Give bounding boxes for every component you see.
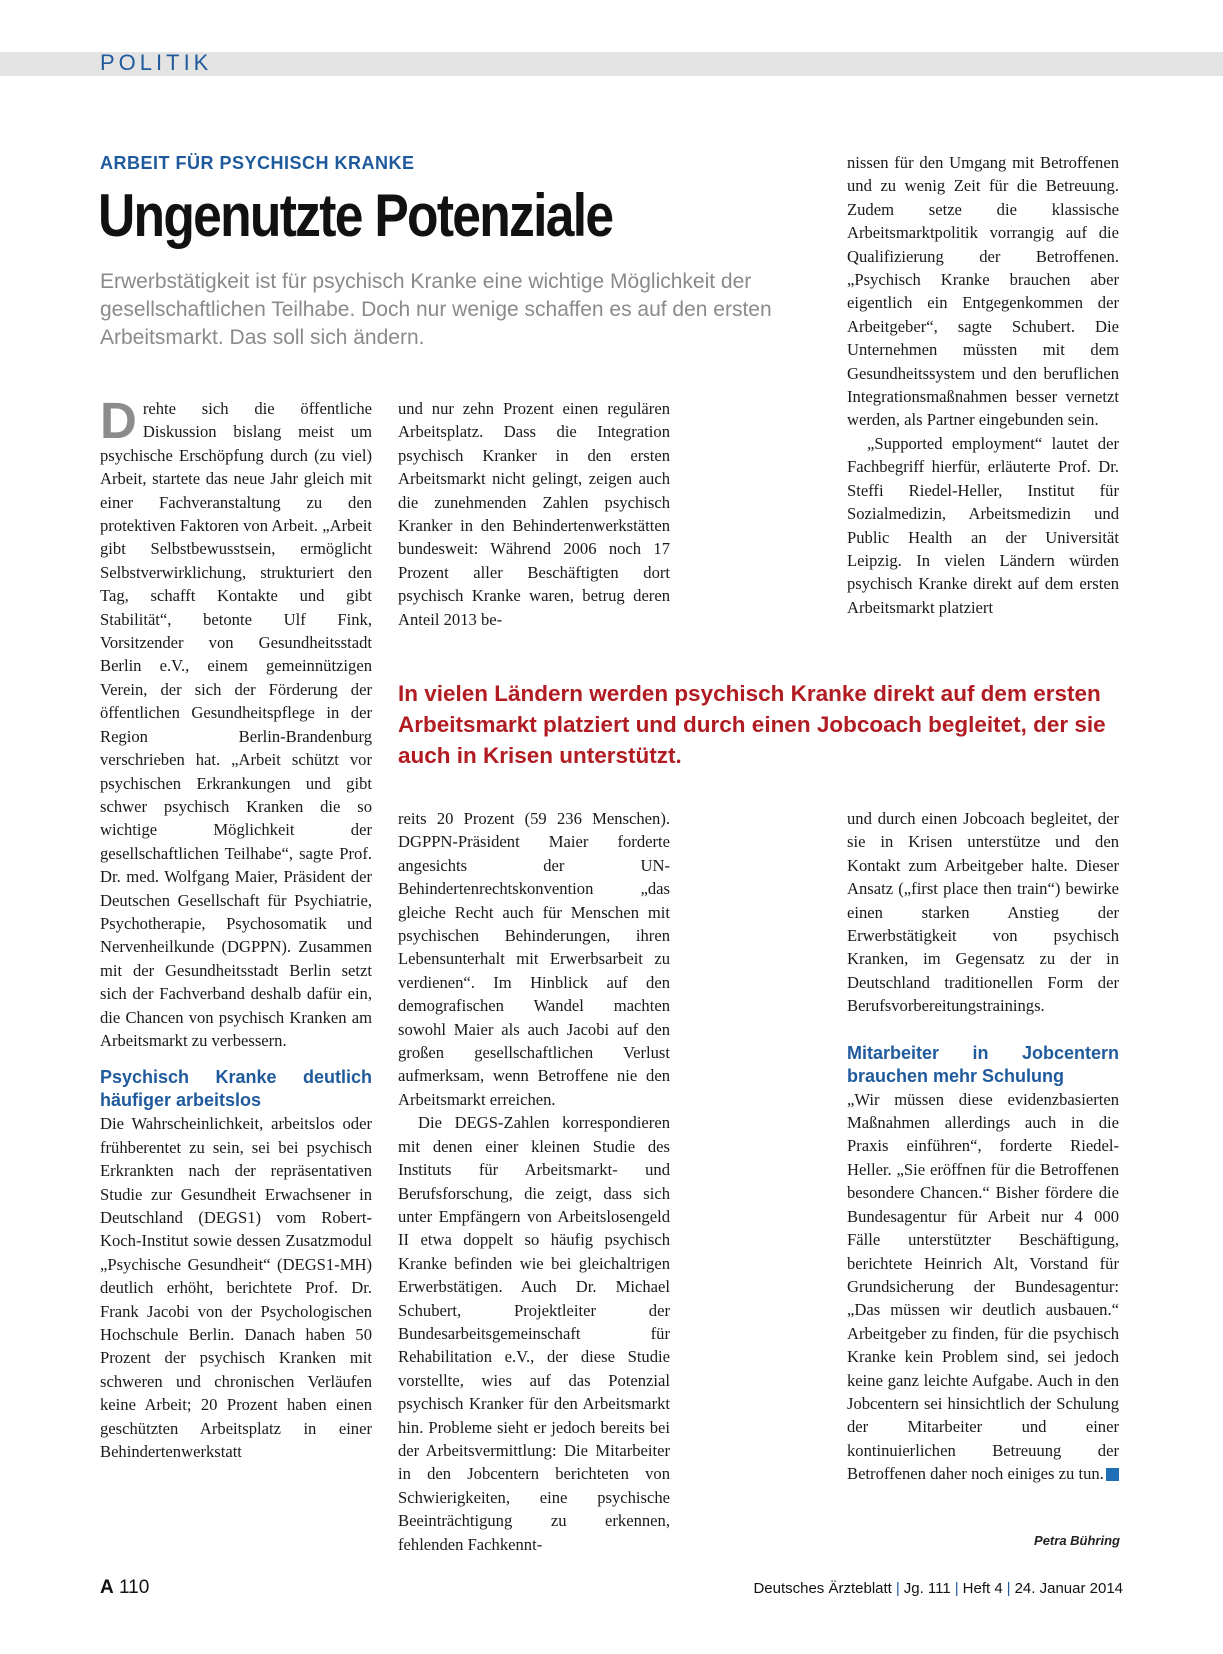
riedel-heller-text: „Wir müssen diese evidenzbasierten Maßnahmen allerdings auch in die Praxis einführen“, forderte Riedel-Heller. „Sie eröffnen für die Betroffenen besondere Chancen.“ Bisher fördere die Bundesagentur für Arbeit nur 4 000 Fälle unterstützter Beschäftigung, berichtete Heinrich Alt, Vorstand für Grundsicherung der Bundesagentur: „Das müssen wir deutlich ausbauen.“ Arbeitgeber zu finden, für die psychisch Kranke kein Problem sind, sei jedoch keine ganz leichte Aufgabe. Auch in den Jobcentern sei hinsichtlich der Schulung der Mitarbeiter und einer kontinuierlichen Betreuung der Betroffenen daher noch einiges zu tun. xyxy=(847,1089,1119,1484)
article-title: Ungenutzte Potenziale xyxy=(98,182,613,249)
column-3-bottom xyxy=(847,807,1119,1486)
paragraph-iab-studie: Die DEGS-Zahlen korrespondieren mit denen einer kleinen Studie des Instituts für Arbeitsmarkt- und Berufsforschung, die zeigt, dass sich unter Empfängern von Arbeitslosengeld II etwa doppelt so häufig psychisch Kranke befinden wie bei gleichaltrigen Erwerbstätigen. Auch Dr. Michael Schubert, Projektleiter der Bundesarbeitsgemeinschaft für Rehabilitation e.V., der diese Studie vorstellte, wies auf das Potenzial psychisch Kranker für den Arbeitsmarkt hin. Probleme sieht er jedoch bereits bei der Arbeitsvermittlung: Die Mitarbeiter in den Jobcentern berichteten von Schwierigkeiten, eine psychische Beeinträchtigung zu erkennen, fehlenden Fachkennt- xyxy=(398,1113,670,1554)
column-2-top xyxy=(398,397,670,631)
section-label: POLITIK xyxy=(100,50,213,75)
drop-cap: D xyxy=(100,392,137,449)
column-3-top xyxy=(847,151,1119,619)
journal-volume: Jg. 111 xyxy=(903,1580,951,1597)
article-lead: Erwerbstätigkeit ist für psychisch Kranke eine wichtige Möglichkeit der gesellschaftlichen Teilhabe. Doch nur wenige schaffen es auf den ersten Arbeitsmarkt. Das soll sich ändern. xyxy=(100,270,772,349)
journal-issue: Heft 4 xyxy=(962,1580,1003,1597)
journal-footer xyxy=(753,1580,1123,1597)
paragraph-schubert: nissen für den Umgang mit Betroffenen und zu wenig Zeit für die Betreuung. Zudem setze die klassische Arbeitsmarktpolitik vorrangig auf die Qualifizierung der Betroffenen. „Psychisch Kranke brauchen aber eigentlich ein Entgegenkommen der Arbeitgeber“, sagte Schubert. Die Unternehmen müssten mit dem Gesundheitssystem und den beruflichen Integrationsmaßnahmen besser vernetzt werden, als Partner eingebunden sein. xyxy=(847,153,1119,430)
paragraph-un-konvention: reits 20 Prozent (59 236 Menschen). DGPPN-Präsident Maier forderte angesichts der UN-Behindertenrechtskonvention „das gleiche Recht auch für Menschen mit psychischen Behinderungen, ihren Lebensunterhalt mit Erwerbsarbeit zu verdienen“. Im Hinblick auf den demografischen Wandel machten sowohl Maier als auch Jacobi auf den großen gesellschaftlichen Verlust aufmerksam, wenn Betroffene nie den Arbeitsmarkt erreichen. xyxy=(398,809,670,1109)
journal-name: Deutsches Ärzteblatt xyxy=(753,1580,892,1597)
journal-date: 24. Januar 2014 xyxy=(1014,1580,1123,1597)
end-mark-icon xyxy=(1106,1468,1119,1481)
column-2-bottom xyxy=(398,807,670,1556)
paragraph-werkstaetten: und nur zehn Prozent einen regulären Arbeitsplatz. Dass die Integration psychisch Kranker in den ersten Arbeitsmarkt nicht gelingt, zeigen auch die zunehmenden Zahlen psychisch Kranker in den Behindertenwerkstätten bundesweit: Während 2006 noch 17 Prozent aller Beschäftigten dort psychisch Kranke waren, betrug deren Anteil 2013 be- xyxy=(398,399,670,629)
page-number-value: 110 xyxy=(119,1577,150,1598)
intro-text: rehte sich die öffentliche Diskussion bislang meist um psychische Erschöpfung durch (zu viel) Arbeit, startete das neue Jahr gleich mit einer Fachveranstaltung zu den protektiven Faktoren von Arbeit. „Arbeit gibt Selbstbewusstsein, ermöglicht Selbstverwirklichung, strukturiert den Tag, schafft Kontakte und gibt Stabilität“, betonte Ulf Fink, Vorsitzender von Gesundheitsstadt Berlin e.V., einem gemeinnützigen Verein, der sich der Förderung der öffentlichen Gesundheitspflege in der Region Berlin-Brandenburg verschrieben hat. „Arbeit schützt vor psychischen Erkrankungen und gibt schwer psychisch Kranken die so wichtige Möglichkeit der gesellschaftlichen Teilhabe“, sagte Prof. Dr. med. Wolfgang Maier, Präsident der Deutschen Gesellschaft für Psychiatrie, Psychotherapie, Psychosomatik und Nervenheilkunde (DGPPN). Zusammen mit der Gesundheitsstadt Berlin setzt sich der Fachverband deshalb dafür ein, die Chancen von psychisch Kranken am Arbeitsmarkt zu verbessern. xyxy=(100,399,372,1050)
paragraph-jobcoach: und durch einen Jobcoach begleitet, der sie in Krisen unterstütze und den Kontakt zum Arbeitgeber halte. Dieser Ansatz („first place then train“) bewirke einen starken Anstieg der Erwerbstätigkeit von psychisch Kranken, im Gegensatz zu der in Deutschland traditionellen Form der Berufsvorbereitungstrainings. xyxy=(847,809,1119,1016)
column-1 xyxy=(100,392,372,1463)
article-kicker: ARBEIT FÜR PSYCHISCH KRANKE xyxy=(100,153,415,173)
pull-quote: In vielen Ländern werden psychisch Kranke direkt auf dem ersten Arbeitsmarkt platziert und durch einen Jobcoach begleitet, der sie auch in Krisen unterstützt. xyxy=(398,681,1106,768)
subhead-jobcenter: Mitarbeiter in Jobcentern brauchen mehr Schulung xyxy=(847,1042,1119,1086)
paragraph-supported-employment: „Supported employment“ lautet der Fachbegriff hierfür, erläuterte Prof. Dr. Steffi Riedel-Heller, Institut für Sozialmedizin, Arbeitsmedizin und Public Health an der Universität Leipzig. In vielen Ländern würden psychisch Kranke direkt auf dem ersten Arbeitsmarkt platziert xyxy=(847,433,1119,617)
author-byline: Petra Bühring xyxy=(1034,1533,1120,1548)
footer-separator: | xyxy=(895,1580,900,1597)
subhead-arbeitslos: Psychisch Kranke deutlich häufiger arbeitslos xyxy=(100,1067,372,1111)
page-prefix: A xyxy=(100,1577,114,1598)
page-number xyxy=(100,1577,149,1599)
footer-separator: | xyxy=(954,1580,959,1597)
paragraph-riedel-heller xyxy=(847,1088,1119,1486)
footer-separator: | xyxy=(1006,1580,1011,1597)
paragraph-degs: Die Wahrscheinlichkeit, arbeitslos oder frühberentet zu sein, sei bei psychisch Erkrankten nach der repräsentativen Studie zur Gesundheit Erwachsener in Deutschland (DEGS1) vom Robert-Koch-Institut sowie dessen Zusatzmodul „Psychische Gesundheit“ (DEGS1-MH) deutlich erhöht, berichtete Prof. Dr. Frank Jacobi von der Psychologischen Hochschule Berlin. Danach haben 50 Prozent der psychisch Kranken mit schweren und chronischen Verläufen keine Arbeit; 20 Prozent haben einen geschützten Arbeitsplatz in einer Behindertenwerkstatt xyxy=(100,1114,372,1462)
paragraph-intro xyxy=(100,392,372,1052)
